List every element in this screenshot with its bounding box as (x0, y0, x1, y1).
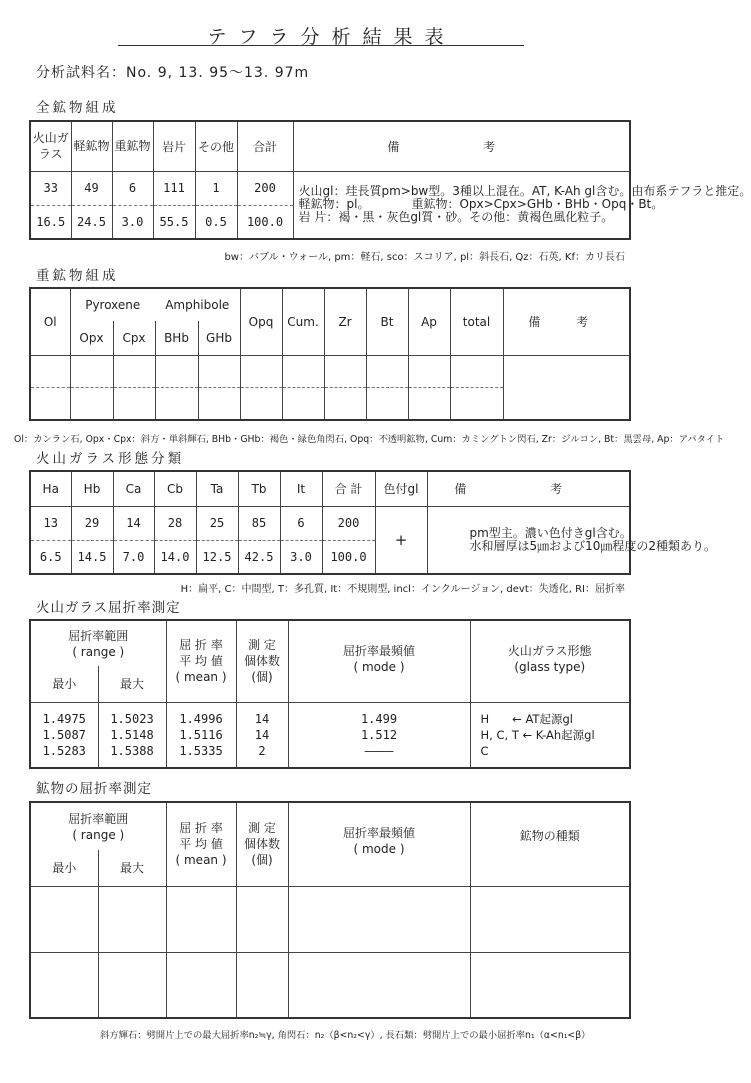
remarks-cell (293, 171, 751, 239)
section-glass-refractive-index: 火山ガラス屈折率測定 (36, 600, 181, 616)
max-value: 1.5023 (110, 711, 154, 726)
empty-cell (408, 355, 450, 387)
range-header (30, 802, 166, 850)
remarks-line: pm型主。濃い色付きgl含む。 (469, 525, 632, 540)
min-value: 1.5283 (42, 743, 86, 758)
count-label-3: (個) (251, 670, 273, 685)
empty-cell (98, 886, 166, 952)
group-amphibole: Amphibole (155, 288, 240, 321)
section-mineral-refractive-index: 鉱物の屈折率測定 (36, 781, 152, 797)
percent-cell: 100.0 (322, 540, 375, 574)
min-column (30, 702, 98, 768)
range-label-en: ( range ) (72, 644, 125, 659)
mean-value: 1.4996 (179, 711, 223, 726)
remarks-line: 岩 片：褐・黒・灰色gl質・砂。その他：黄褐色風化粒子。 (298, 210, 614, 225)
header-remarks: 備 考 (293, 121, 630, 171)
count-label-2: 個体数 (244, 654, 281, 669)
percent-cell: 42.5 (238, 540, 280, 574)
count-value: 14 (254, 727, 270, 742)
empty-cell (324, 355, 366, 387)
count-cell: 28 (154, 506, 196, 540)
percent-cell: 14.5 (71, 540, 113, 574)
count-header (236, 802, 288, 886)
count-header (236, 620, 288, 702)
legend-abbreviations-1: bw：バブル・ウォール, pm：軽石, sco：スコリア, pl：斜長石, Qz：石英, Kf：カリ長石 (224, 252, 625, 263)
empty-cell (198, 387, 240, 420)
percent-cell: 14.0 (154, 540, 196, 574)
count-value: 2 (258, 743, 266, 758)
remarks-line: 火山gl：珪長質pm>bw型。3種以上混在。AT, K-Ah gl含む。由布系テフラと推定。 (298, 184, 751, 199)
heavy-minerals-table (29, 287, 631, 421)
empty-cell (30, 387, 70, 420)
mode-label: 屈折率最頻値 (343, 826, 416, 840)
header-ap: Ap (408, 288, 450, 355)
empty-cell (240, 387, 282, 420)
empty-cell (113, 387, 155, 420)
header-total: total (450, 288, 503, 355)
glass-type-value: H, C, T ← K-Ah起源gl (480, 727, 595, 742)
header-zr: Zr (324, 288, 366, 355)
header-it: It (280, 471, 322, 506)
glass-shape-table (29, 470, 717, 575)
empty-cell (450, 355, 503, 387)
max-header: 最大 (98, 850, 166, 886)
count-cell: 200 (237, 171, 293, 205)
empty-cell (30, 952, 98, 1018)
empty-cell (70, 355, 113, 387)
empty-cell (166, 952, 236, 1018)
empty-cell (288, 886, 470, 952)
mean-label-2: 平 均 値 (179, 654, 223, 669)
mean-header (166, 802, 236, 886)
glass-refractive-index-table (29, 619, 631, 769)
header-opq: Opq (240, 288, 282, 355)
mean-column (166, 702, 236, 768)
max-value: 1.5388 (110, 743, 154, 758)
max-header: 最大 (98, 666, 166, 702)
empty-cell (70, 387, 113, 420)
empty-cell (113, 355, 155, 387)
count-cell: 13 (30, 506, 71, 540)
range-label: 屈折率範囲 (68, 628, 129, 643)
header-remarks: 備 考 (503, 288, 630, 355)
max-value: 1.5148 (110, 727, 154, 742)
header-ghb: GHb (198, 321, 240, 355)
header-others: その他 (195, 121, 237, 171)
empty-cell (30, 886, 98, 952)
percent-cell: 6.5 (30, 540, 71, 574)
percent-cell: 3.0 (112, 205, 153, 239)
header-ol: Ol (30, 288, 70, 355)
empty-cell (366, 387, 408, 420)
count-label-1: 測 定 (248, 821, 276, 836)
count-cell: 6 (112, 171, 153, 205)
range-label-en: ( range ) (72, 827, 125, 842)
header-rock-fragments: 岩片 (153, 121, 195, 171)
empty-cell (166, 886, 236, 952)
mode-value: 1.512 (360, 727, 398, 742)
percent-cell: 7.0 (113, 540, 154, 574)
header-opx: Opx (70, 321, 113, 355)
section-heavy-minerals: 重鉱物組成 (36, 268, 119, 284)
count-value: 14 (254, 711, 270, 726)
header-cpx: Cpx (113, 321, 155, 355)
glass-type-value: H ← AT起源gl (480, 711, 573, 726)
remarks-line: 水和層厚は5㎛および10㎛程度の2種類あり。 (469, 538, 717, 553)
empty-cell (408, 387, 450, 420)
empty-cell (236, 952, 288, 1018)
colored-glass-value: + (375, 506, 427, 574)
count-cell: 111 (153, 171, 195, 205)
empty-cell (470, 952, 630, 1018)
empty-cell (288, 952, 470, 1018)
glass-type-value: C (480, 743, 489, 758)
remarks-line: 軽鉱物：pl。 重鉱物：Opx>Cpx>GHb・BHb・Opq・Bt。 (298, 197, 664, 212)
count-column (236, 702, 288, 768)
mode-column (288, 702, 470, 768)
mean-value: 1.5116 (179, 727, 223, 742)
empty-cell (98, 952, 166, 1018)
range-label: 屈折率範囲 (68, 811, 129, 826)
min-value: 1.4975 (42, 711, 86, 726)
mean-label-en: ( mean ) (175, 853, 227, 868)
sample-name: 分析試料名：No. 9, 13. 95～13. 97m (36, 65, 310, 81)
empty-cell (324, 387, 366, 420)
empty-cell (240, 355, 282, 387)
header-total: 合 計 (322, 471, 375, 506)
header-bt: Bt (366, 288, 408, 355)
empty-cell (155, 387, 198, 420)
header-total: 合計 (237, 121, 293, 171)
header-cum: Cum. (282, 288, 324, 355)
header-ha: Ha (30, 471, 71, 506)
count-cell: 49 (71, 171, 112, 205)
percent-cell: 100.0 (237, 205, 293, 239)
empty-cell (282, 387, 324, 420)
glass-type-column (470, 702, 630, 768)
header-ca: Ca (113, 471, 154, 506)
count-cell: 14 (113, 506, 154, 540)
range-header (30, 620, 166, 666)
max-column (98, 702, 166, 768)
count-label-2: 個体数 (244, 837, 281, 852)
min-header: 最小 (30, 666, 98, 702)
mode-label-en: ( mode ) (353, 842, 405, 856)
empty-cell (470, 886, 630, 952)
count-cell: 29 (71, 506, 113, 540)
mean-label-en: ( mean ) (175, 670, 227, 685)
min-value: 1.5087 (42, 727, 86, 742)
footer-note: 斜方輝石：劈開片上での最大屈折率n₂≒γ, 角閃石：n₂（β<n₂<γ）, 長石類：劈開片上での最小屈折率n₁（α<n₁<β） (100, 1030, 591, 1041)
empty-cell (155, 355, 198, 387)
percent-cell: 3.0 (280, 540, 322, 574)
percent-cell: 55.5 (153, 205, 195, 239)
empty-cell (282, 355, 324, 387)
total-minerals-table (29, 120, 751, 240)
header-light-minerals: 軽鉱物 (71, 121, 112, 171)
header-heavy-minerals: 重鉱物 (112, 121, 153, 171)
mode-value: ―――― (364, 743, 394, 758)
mineral-refractive-index-table (29, 801, 631, 1019)
count-label-1: 測 定 (248, 638, 276, 653)
header-remarks: 備 考 (427, 471, 630, 506)
page-title: テフラ分析結果表 (207, 26, 456, 48)
header-hb: Hb (71, 471, 113, 506)
min-header: 最小 (30, 850, 98, 886)
mean-value: 1.5335 (179, 743, 223, 758)
count-cell: 1 (195, 171, 237, 205)
mode-label: 屈折率最頻値 (343, 644, 416, 658)
header-bhb: BHb (155, 321, 198, 355)
mode-header (288, 802, 470, 886)
count-cell: 85 (238, 506, 280, 540)
glass-type-label: 火山ガラス形態 (507, 644, 592, 658)
count-label-3: (個) (251, 853, 273, 868)
mode-label-en: ( mode ) (353, 660, 405, 674)
mean-label-2: 平 均 値 (179, 837, 223, 852)
mean-header (166, 620, 236, 702)
header-tb: Tb (238, 471, 280, 506)
header-volcanic-glass: 火山ガラス (30, 121, 71, 171)
count-cell: 6 (280, 506, 322, 540)
empty-cell (236, 886, 288, 952)
section-total-minerals: 全鉱物組成 (36, 100, 119, 116)
empty-remarks-cell (503, 355, 630, 420)
count-cell: 200 (322, 506, 375, 540)
glass-type-label-en: (glass type) (514, 660, 586, 674)
empty-cell (198, 355, 240, 387)
group-pyroxene: Pyroxene (70, 288, 155, 321)
legend-abbreviations-3: H：扁平, C：中間型, T：多孔質, It：不規則型, incl：インクルージョン, devt：失透化, RI：屈折率 (180, 584, 625, 595)
title-underline (118, 45, 524, 46)
percent-cell: 0.5 (195, 205, 237, 239)
legend-abbreviations-2: Ol：カンラン石, Opx・Cpx：斜方・単斜輝石, BHb・GHb：褐色・緑色角閃石, Opq：不透明鉱物, Cum：カミングトン閃石, Zr：ジルコン, Bt：黒雲母, Ap：アパタイト (14, 434, 725, 445)
header-ta: Ta (196, 471, 238, 506)
mode-header (288, 620, 470, 702)
header-cb: Cb (154, 471, 196, 506)
glass-type-header (470, 620, 630, 702)
count-cell: 33 (30, 171, 71, 205)
remarks-cell (427, 506, 717, 574)
mean-label-1: 屈 折 率 (179, 821, 223, 836)
percent-cell: 12.5 (196, 540, 238, 574)
mode-value: 1.499 (360, 711, 398, 726)
empty-cell (450, 387, 503, 420)
header-colored-glass: 色付gl (375, 471, 427, 506)
count-cell: 25 (196, 506, 238, 540)
section-glass-shape: 火山ガラス形態分類 (36, 451, 185, 467)
empty-cell (366, 355, 408, 387)
mean-label-1: 屈 折 率 (179, 638, 223, 653)
percent-cell: 24.5 (71, 205, 112, 239)
mineral-kind-header: 鉱物の種類 (470, 802, 630, 886)
percent-cell: 16.5 (30, 205, 71, 239)
empty-cell (30, 355, 70, 387)
